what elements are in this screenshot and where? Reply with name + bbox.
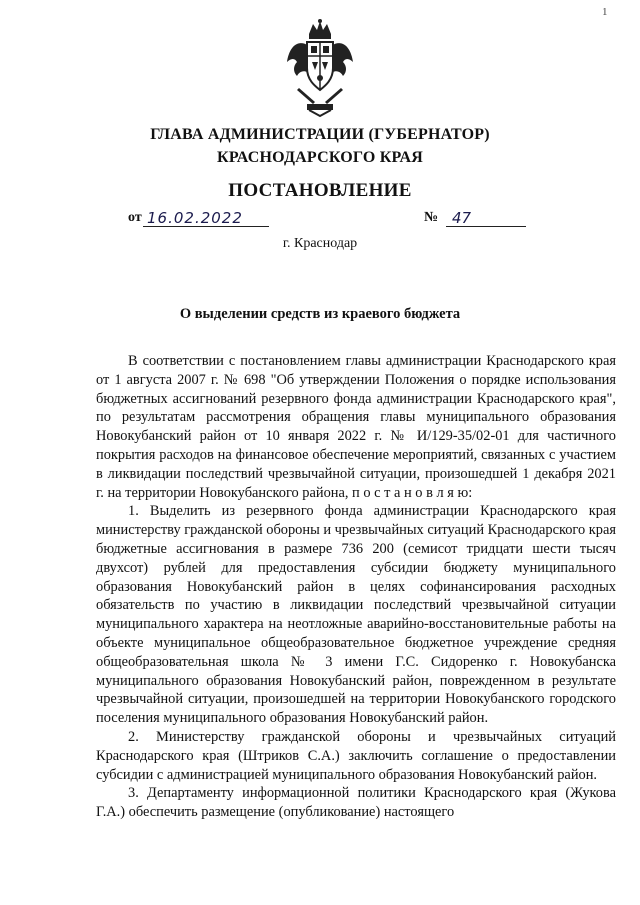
place-of-issue: г. Краснодар [282,236,358,251]
body-paragraph-item-2: 2. Министерству гражданской обороны и чрезвычайных ситуаций Краснодарского края (Штриков С.А.) заключить соглашение о предоставлении субсидии с администрацией муниципального образования Новокубанский район. [96,728,616,783]
document-type-title: ПОСТАНОВЛЕНИЕ [228,180,412,201]
date-prefix-label: от [128,210,142,225]
number-handwritten-value: 47 [446,209,526,227]
page-number-mark: 1 [602,6,608,18]
number-prefix-label: № [424,210,439,225]
date-handwritten-value: 16.02.2022 [143,209,269,227]
authority-title-line2: КРАСНОДАРСКОГО КРАЯ [217,149,423,166]
body-paragraph-item-3: 3. Департаменту информационной политики Краснодарского края (Жукова Г.А.) обеспечить размещение (опубликование) настоящего [96,785,616,821]
authority-title-line1: ГЛАВА АДМИНИСТРАЦИИ (ГУБЕРНАТОР) [150,126,490,143]
krasnodar-coat-of-arms-emblem [285,18,355,118]
document-body [96,352,616,822]
body-paragraph-preamble: В соответствии с постановлением главы администрации Краснодарского края от 1 августа 2007 г. № 698 "Об утверждении Положения о порядке использования бюджетных ассигнований резервного фонда администрации Краснодарского края", по результатам рассмотрения обращения главы муниципального образования Новокубанский район от 10 января 2022 г. № И/129-35/02-01 для частичного покрытия расходов на финансовое обеспечение мероприятий, связанных с участием в ликвидации последствий чрезвычайной ситуации, произошедшей 1 декабря 2021 г. на территории Новокубанского района, п о с т а н о в л я ю: [96,353,616,501]
document-subject-title: О выделении средств из краевого бюджета [179,306,461,322]
body-paragraph-item-1: 1. Выделить из резервного фонда администрации Краснодарского края министерству гражданской обороны и чрезвычайных ситуаций Краснодарского края бюджетные ассигнования в размере 736 200 (семисот тридцати шести тысяч двухсот) рублей для предоставления субсидии бюджету муниципального образования Новокубанский район в целях софинансирования расходных обязательств по участию в ликвидации последствий чрезвычайной ситуации муниципального характера на неотложные аварийно-восстановительные работы на объекте муниципальное общеобразовательное бюджетное учреждение средняя общеобразовательная школа № 3 имени Г.С. Сидоренко г. Новокубанска муниципального образования Новокубанский район, поврежденном в результате чрезвычайной ситуации, произошедшей на территории Новокубанского городского поселения муниципального образования Новокубанский район. [96,503,616,727]
